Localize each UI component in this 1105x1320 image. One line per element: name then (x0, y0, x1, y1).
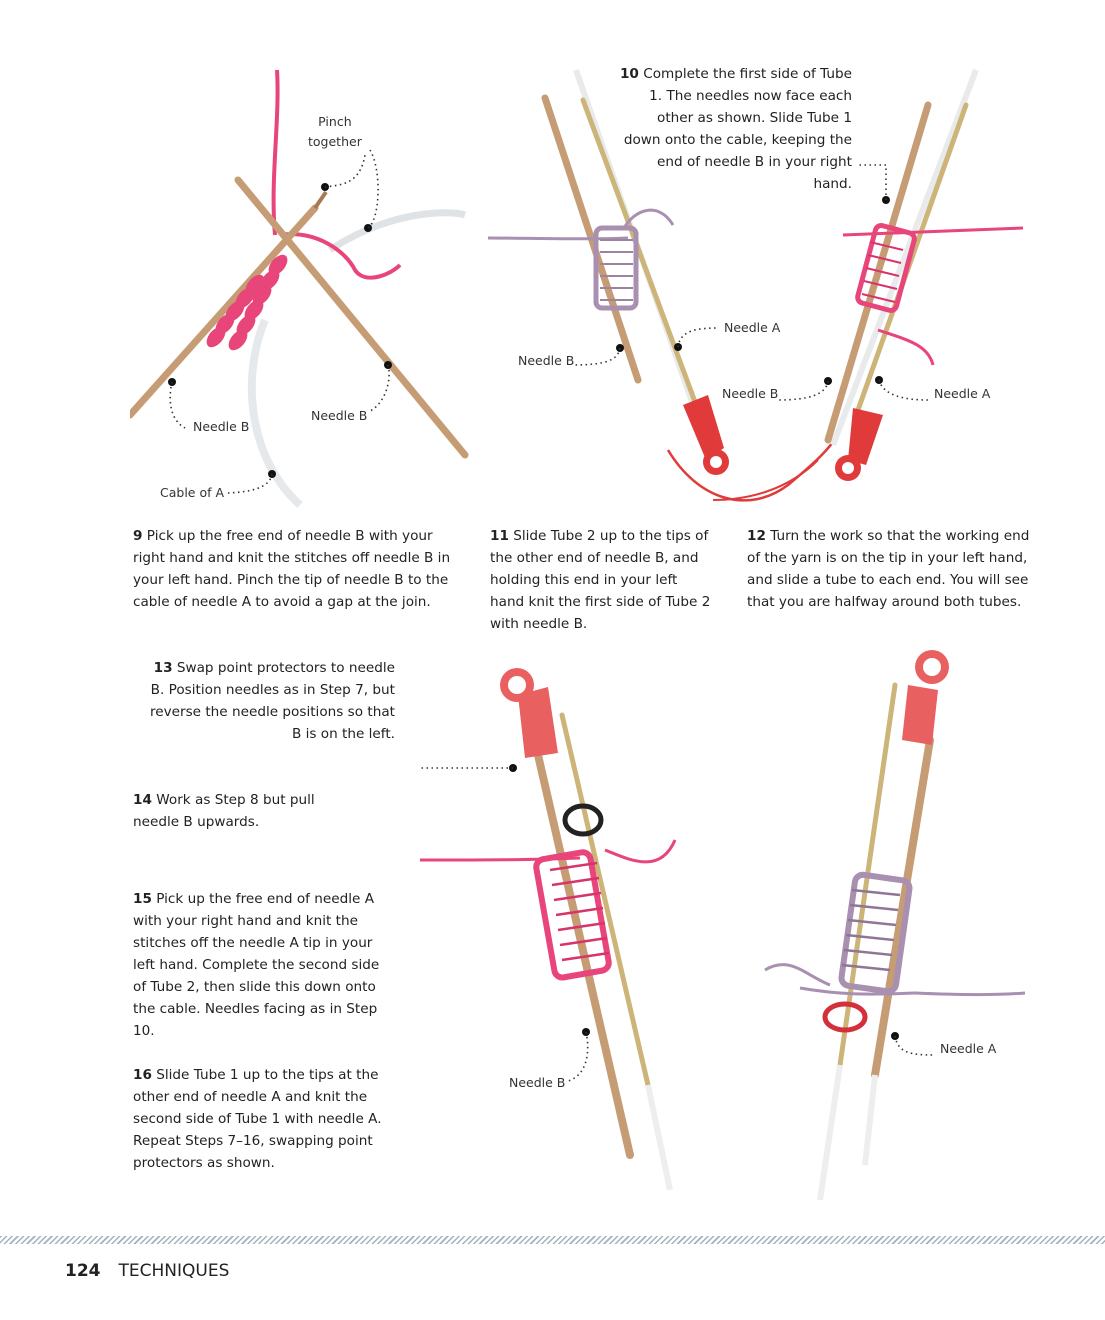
step-15-text: 15 Pick up the free end of needle A with your right hand and knit the stitches off the needle A tip in your left hand. Complete the second side of Tube 2, then slide this down onto the cable. Needles facing as in Step 10. (133, 891, 380, 1039)
label-needle-b: Needle B (518, 353, 575, 368)
page-footer (65, 1261, 229, 1281)
step-11-text: 11 Slide Tube 2 up to the tips of the other end of needle B, and holding this end in your left hand knit the first side of Tube 2 with needle B. (490, 528, 711, 632)
step-9-text: 9 Pick up the free end of needle B with your right hand and knit the stitches off needle B in your left hand. Pinch the tip of needle B to the cable of needle A to avoid a gap at the join. (133, 528, 451, 610)
label-needle-b: Needle B (311, 408, 368, 423)
step-16-text: 16 Slide Tube 1 up to the tips at the other end of needle A and knit the second side of Tube 1 with needle A. Repeat Steps 7–16, swapping point protectors as shown. (133, 1067, 382, 1171)
label-needle-a: Needle A (934, 386, 991, 401)
label-needle-a: Needle A (940, 1041, 997, 1056)
figure-step-13 (420, 645, 1030, 1210)
step-12-text: 12 Turn the work so that the working end of the yarn is on the tip in your left hand, and slide a tube to each end. You will see that you are halfway around both tubes. (747, 528, 1030, 610)
section-title: TECHNIQUES (118, 1261, 230, 1281)
label-needle-a: Needle A (724, 320, 781, 335)
label-needle-b: Needle B (193, 419, 250, 434)
step-13-text: 13 Swap point protectors to needle B. Position needles as in Step 7, but reverse the needle positions so that B is on the left. (149, 660, 395, 742)
label-needle-b: Needle B (509, 1075, 566, 1090)
footer-rule (0, 1236, 1105, 1244)
step-14-text: 14 Work as Step 8 but pull needle B upwards. (133, 792, 315, 830)
label-needle-b: Needle B (722, 386, 779, 401)
figure-step-9 (130, 60, 470, 510)
step-10-text: 10 Complete the first side of Tube 1. The needles now face each other as shown. Slide Tube 1 down onto the cable, keeping the end of needle B in your right hand. (619, 66, 852, 192)
page-number: 124 (65, 1261, 101, 1281)
label-cable-of-a: Cable of A (160, 485, 225, 500)
label-pinch-together: Pinch together (308, 114, 362, 149)
